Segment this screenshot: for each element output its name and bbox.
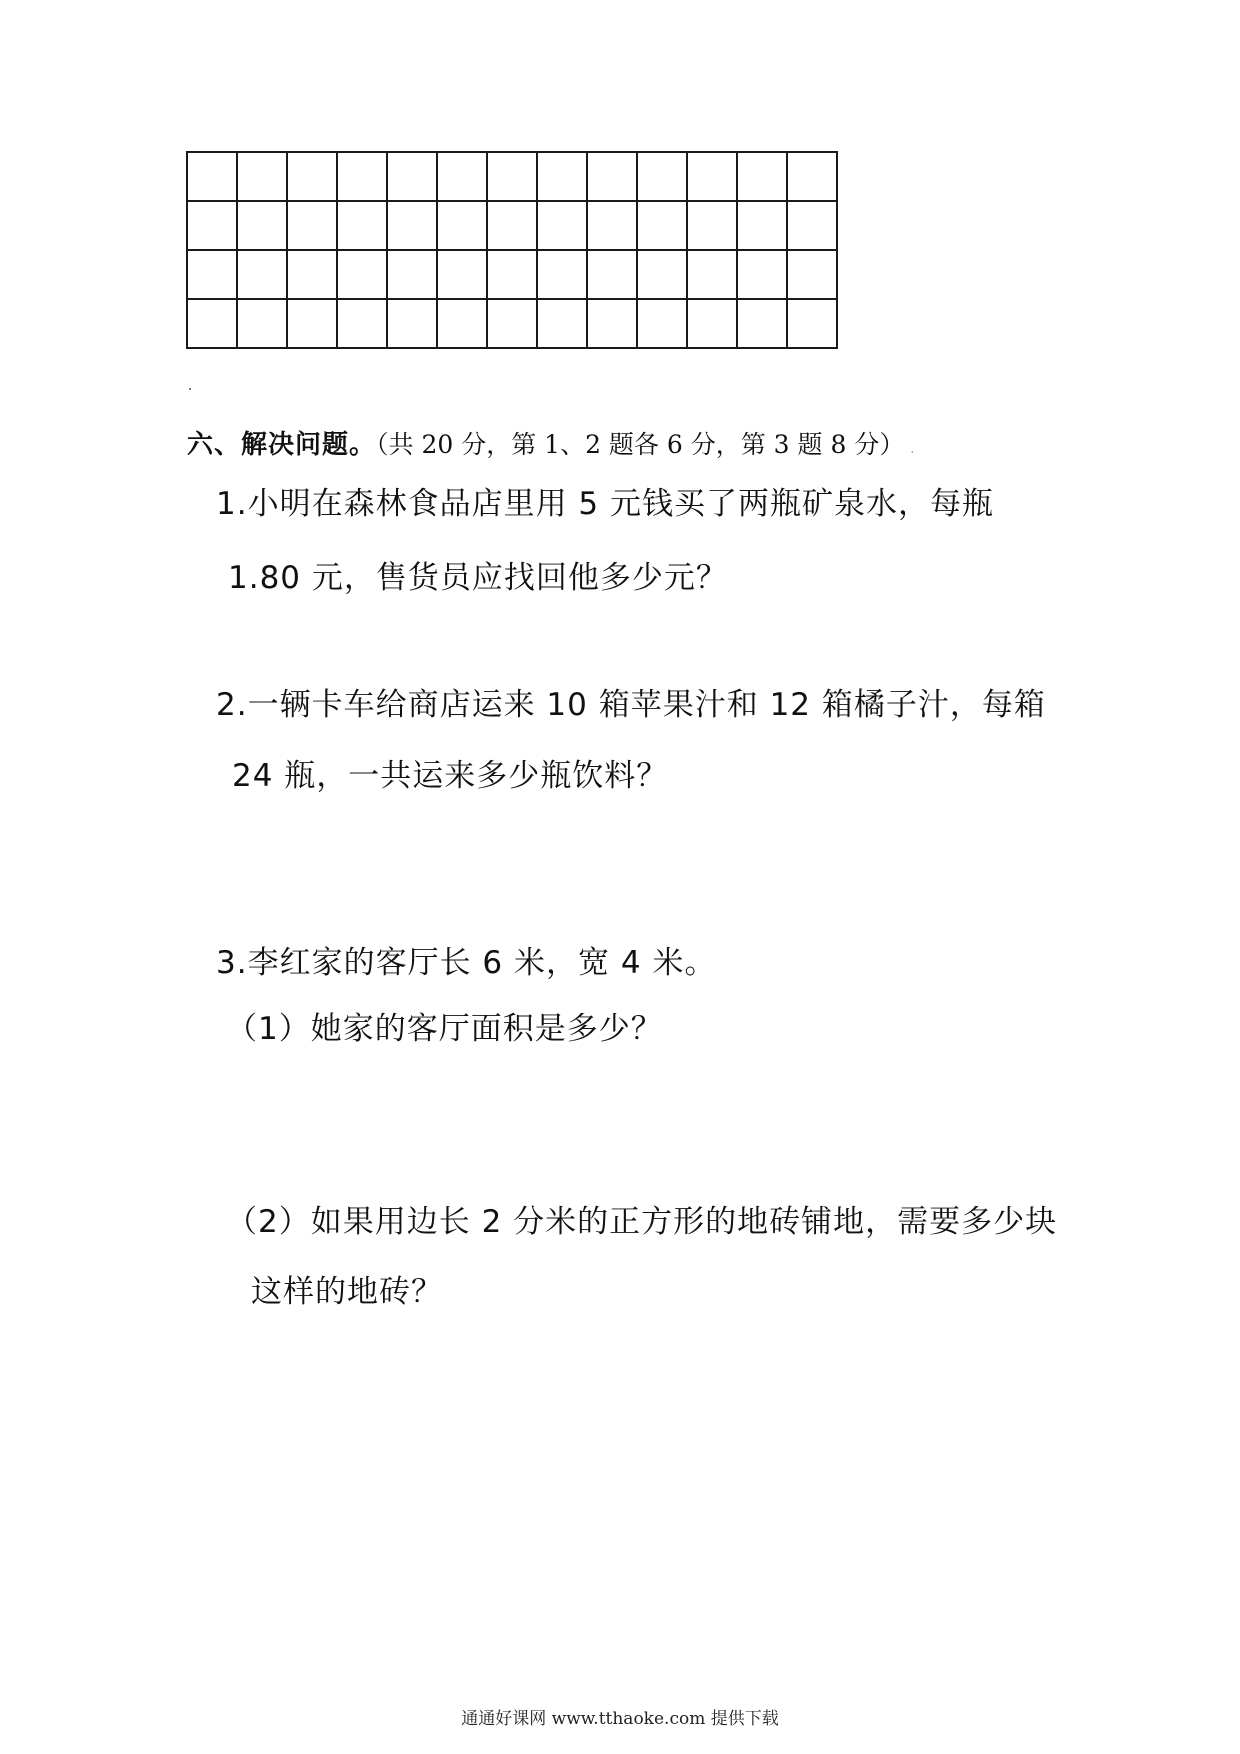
grid-cell bbox=[337, 299, 387, 348]
section-score-note: （共 20 分，第 1、2 题各 6 分，第 3 题 8 分） bbox=[376, 430, 905, 459]
grid-cell bbox=[437, 250, 487, 299]
grid-cell bbox=[237, 250, 287, 299]
grid-cell bbox=[537, 201, 587, 250]
grid-row bbox=[187, 152, 837, 201]
grid-cell bbox=[487, 152, 537, 201]
question-2-line-2: 24 瓶，一共运来多少瓶饮料？ bbox=[232, 758, 669, 794]
question-3-sub-2-line-1: （2）如果用边长 2 分米的正方形的地砖铺地，需要多少块 bbox=[226, 1204, 1058, 1240]
grid-cell bbox=[787, 250, 837, 299]
grid-cell bbox=[537, 250, 587, 299]
grid-cell bbox=[237, 299, 287, 348]
grid-cell bbox=[237, 201, 287, 250]
grid-cell bbox=[387, 201, 437, 250]
grid-cell bbox=[337, 201, 387, 250]
question-3-stem: 3.李红家的客厅长 6 米，宽 4 米。 bbox=[216, 945, 717, 981]
question-3-sub-1: （1）她家的客厅面积是多少？ bbox=[226, 1011, 663, 1047]
grid-cell bbox=[287, 152, 337, 201]
grid-cell bbox=[337, 152, 387, 201]
grid-cell bbox=[537, 152, 587, 201]
grid-cell bbox=[437, 201, 487, 250]
grid-cell bbox=[287, 250, 337, 299]
grid-cell bbox=[587, 250, 637, 299]
grid-cell bbox=[737, 250, 787, 299]
grid-cell bbox=[337, 250, 387, 299]
grid-cell bbox=[187, 299, 237, 348]
grid-cell bbox=[187, 201, 237, 250]
grid-cell bbox=[437, 299, 487, 348]
grid-cell bbox=[637, 152, 687, 201]
question-3-sub-2-line-2: 这样的地砖？ bbox=[251, 1274, 443, 1310]
grid-cell bbox=[487, 250, 537, 299]
grid-cell bbox=[787, 152, 837, 201]
grid-cell bbox=[637, 250, 687, 299]
grid-cell bbox=[637, 201, 687, 250]
grid-cell bbox=[487, 299, 537, 348]
grid-cell bbox=[637, 299, 687, 348]
grid-cell bbox=[687, 299, 737, 348]
grid-row bbox=[187, 201, 837, 250]
grid-cell bbox=[537, 299, 587, 348]
question-2-line-1: 2.一辆卡车给商店运来 10 箱苹果汁和 12 箱橘子汁，每箱 bbox=[216, 687, 1046, 723]
question-1-line-1: 1.小明在森林食品店里用 5 元钱买了两瓶矿泉水，每瓶 bbox=[216, 486, 995, 522]
writing-grid bbox=[186, 151, 838, 349]
grid-cell bbox=[787, 299, 837, 348]
question-1-line-2: 1.80 元，售货员应找回他多少元？ bbox=[228, 560, 728, 596]
grid-cell bbox=[487, 201, 537, 250]
grid-cell bbox=[587, 299, 637, 348]
section-title: 六、解决问题。 bbox=[187, 430, 377, 460]
grid-cell bbox=[187, 250, 237, 299]
footer-source: 通通好课网 www.tthaoke.com 提供下载 bbox=[461, 1709, 779, 1729]
grid-cell bbox=[687, 201, 737, 250]
grid-cell bbox=[587, 201, 637, 250]
section-heading bbox=[187, 432, 914, 458]
grid-cell bbox=[587, 152, 637, 201]
grid-cell bbox=[737, 152, 787, 201]
grid-cell bbox=[687, 152, 737, 201]
grid-cell bbox=[387, 299, 437, 348]
grid-cell bbox=[737, 299, 787, 348]
grid-cell bbox=[187, 152, 237, 201]
grid-cell bbox=[237, 152, 287, 201]
grid-cell bbox=[387, 250, 437, 299]
grid-cell bbox=[437, 152, 487, 201]
grid-row bbox=[187, 250, 837, 299]
grid-cell bbox=[687, 250, 737, 299]
grid-cell bbox=[287, 299, 337, 348]
grid-cell bbox=[737, 201, 787, 250]
section-trail-mark: . bbox=[910, 442, 915, 456]
grid-cell bbox=[787, 201, 837, 250]
grid-cell bbox=[287, 201, 337, 250]
stray-mark bbox=[189, 388, 191, 390]
grid-row bbox=[187, 299, 837, 348]
grid-cell bbox=[387, 152, 437, 201]
